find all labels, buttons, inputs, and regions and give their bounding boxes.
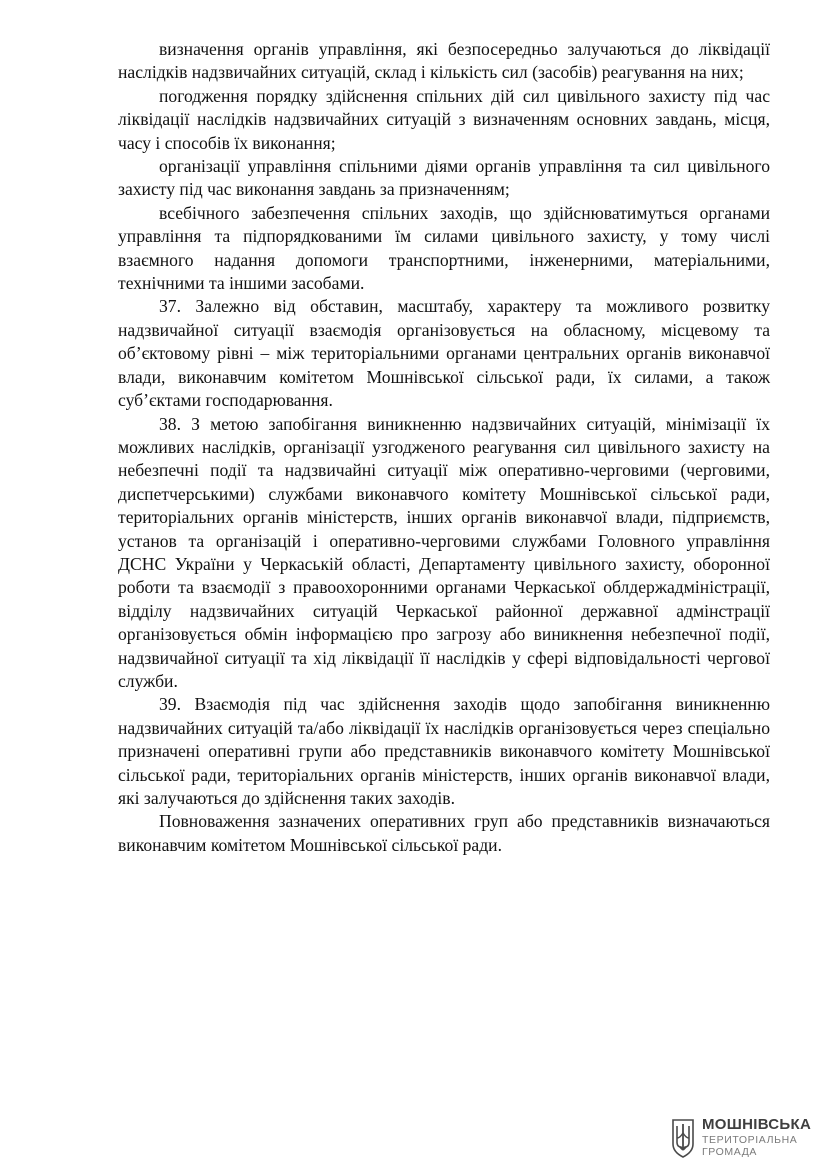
logo-subtitle-line1: ТЕРИТОРІАЛЬНА	[702, 1134, 798, 1146]
paragraph-item-2: погодження порядку здійснення спільних дій сил цивільного захисту під час ліквідації наслідків надзвичайних ситуацій з визначенням основних завдань, місця, часу і способів їх виконання;	[118, 85, 770, 153]
paragraph-clause-38: 38. З метою запобігання виникненню надзвичайних ситуацій, мінімізації їх можливих наслідків, організації узгодженого реагування сил цивільного захисту на небезпечні події та надзвичайні ситуації між оперативно-черговими (черговими, диспетчерськими) службами виконавчого комітету Мошнівської сільської ради, територіальних органів міністерств, інших органів виконавчої влади, підприємств, установ та організацій і оперативно-черговими службами Головного управління ДСНС України у Черкаській області, Департаменту цивільного захисту, оборонної роботи та взаємодії з правоохоронними органами Черкаської облдержадміністрації, відділу надзвичайних ситуацій Черкаської районної державної адмінстрації організовується обмін інформацією про загрозу або виникнення небезпечної події, надзвичайної ситуації та хід ліквідації її наслідків у сфері відповідальності чергової служби.	[118, 413, 770, 691]
paragraph-clause-37: 37. Залежно від обставин, масштабу, характеру та можливого розвитку надзвичайної ситуації взаємодія організовується на обласному, місцевому та об’єктовому рівні – між територіальними органами центральних органів виконавчої влади, виконавчим комітетом Мошнівської сільської ради, їх силами, а також суб’єктами господарювання.	[118, 296, 770, 411]
community-logo	[670, 1116, 810, 1162]
paragraph-item-4: всебічного забезпечення спільних заходів, що здійснюватимуться органами управління та підпорядкованими їм силами цивільного захисту, у тому числі взаємного надання допомоги транспортними, інженерними, матеріальними, технічними та іншими засобами.	[118, 202, 770, 294]
trident-emblem-icon	[670, 1118, 696, 1158]
paragraph-item-1: визначення органів управління, які безпосередньо залучаються до ліквідації наслідків надзвичайних ситуацій, склад і кількість сил (засобів) реагування на них;	[118, 39, 770, 83]
document-body	[118, 38, 770, 857]
logo-title: МОШНІВСЬКА	[702, 1116, 812, 1133]
logo-subtitle-line2: ГРОМАДА	[702, 1146, 758, 1158]
paragraph-clause-39: 39. Взаємодія під час здійснення заходів щодо запобігання виникненню надзвичайних ситуацій та/або ліквідації їх наслідків організовується через спеціально призначені оперативні групи або представників виконавчого комітету Мошнівської сільської ради, територіальних органів міністерств, інших органів виконавчої влади, які залучаються до здійснення таких заходів.	[118, 694, 770, 808]
paragraph-powers: Повноваження зазначених оперативних груп або представників визначаються виконавчим комітетом Мошнівської сільської ради.	[118, 811, 770, 855]
paragraph-item-3: організації управління спільними діями органів управління та сил цивільного захисту під час виконання завдань за призначенням;	[118, 156, 770, 200]
